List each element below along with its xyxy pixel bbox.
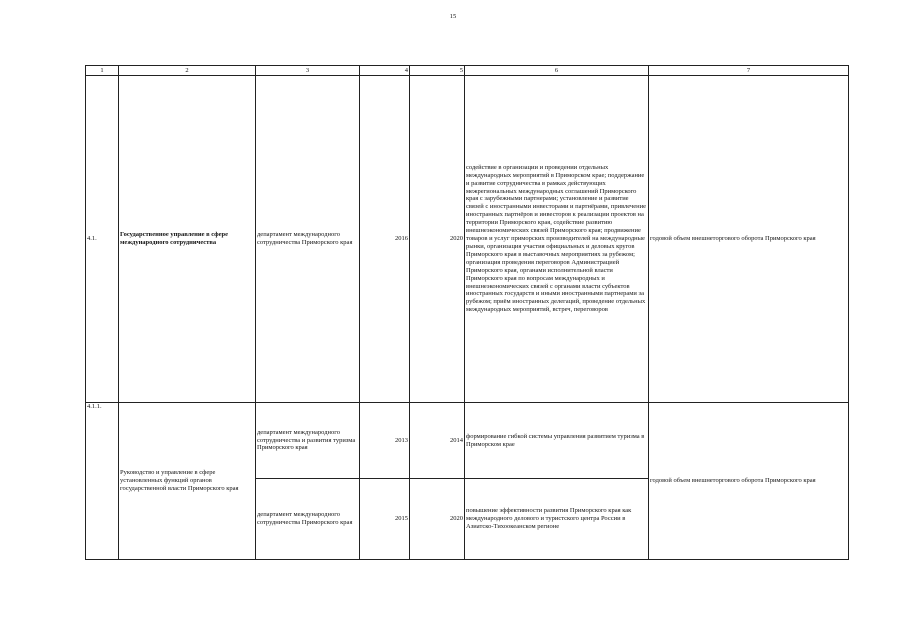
responsible-department: департамент международного сотрудничества и развития туризма Приморского края (256, 403, 360, 479)
header-col-2: 2 (119, 66, 256, 76)
table-row-4-1-1-a (86, 403, 849, 479)
start-year: 2015 (360, 479, 410, 560)
row-number: 4.1.1. (86, 403, 119, 560)
expected-result: повышение эффективности развития Приморского края как международного делового и туристского центра России в Азиатско-Тихоокеанском регионе (465, 479, 649, 560)
activity-name: Руководство и управление в сфере установленных функций органов государственной власти Приморского края (119, 403, 256, 560)
row-number: 4.1. (86, 76, 119, 403)
end-year: 2014 (410, 403, 465, 479)
header-row (86, 66, 849, 76)
header-col-1: 1 (86, 66, 119, 76)
expected-result: содействие в организации и проведении отдельных международных мероприятий в Приморском крае; поддержание и развитие сотрудничества в рамках действующих межрегиональных международных соглашений Приморского края с зарубежными партнерами; установление и развитие связей с иностранными инвесторами и партнёрами, привлечение иностранных партнёров и инвесторов к реализации проектов на территории Приморского края, содействие развитию внешнеэкономических связей Приморского края; продвижение товаров и услуг приморских производителей на международные рынки, организация участия официальных и деловых кругов Приморского края в выставочных мероприятиях за рубежом; организация проведения переговоров Администрацией Приморского края, органами исполнительной власти Приморского края по вопросам международных и внешнеэкономических связей с органами власти субъектов иностранных государств и иными иностранными партнерами за рубежом; приём иностранных делегаций, проведение отдельных международных мероприятий, встреч, переговоров (465, 76, 649, 403)
responsible-department: департамент международного сотрудничества Приморского края (256, 76, 360, 403)
indicator: годовой объем внешнеторгового оборота Приморского края (649, 76, 849, 403)
expected-result: формирование гибкой системы управления развитием туризма в Приморском крае (465, 403, 649, 479)
responsible-department: департамент международного сотрудничества Приморского края (256, 479, 360, 560)
end-year: 2020 (410, 479, 465, 560)
start-year: 2013 (360, 403, 410, 479)
page-number: 15 (449, 13, 457, 20)
header-col-5: 5 (410, 66, 465, 76)
header-col-7: 7 (649, 66, 849, 76)
end-year: 2020 (410, 76, 465, 403)
program-table (85, 65, 849, 560)
header-col-4: 4 (360, 66, 410, 76)
start-year: 2016 (360, 76, 410, 403)
activity-name: Государственное управление в сфере международного сотрудничества (119, 76, 256, 403)
header-col-3: 3 (256, 66, 360, 76)
table-row-4-1 (86, 76, 849, 403)
indicator: годовой объем внешнеторгового оборота Приморского края (649, 403, 849, 560)
header-col-6: 6 (465, 66, 649, 76)
